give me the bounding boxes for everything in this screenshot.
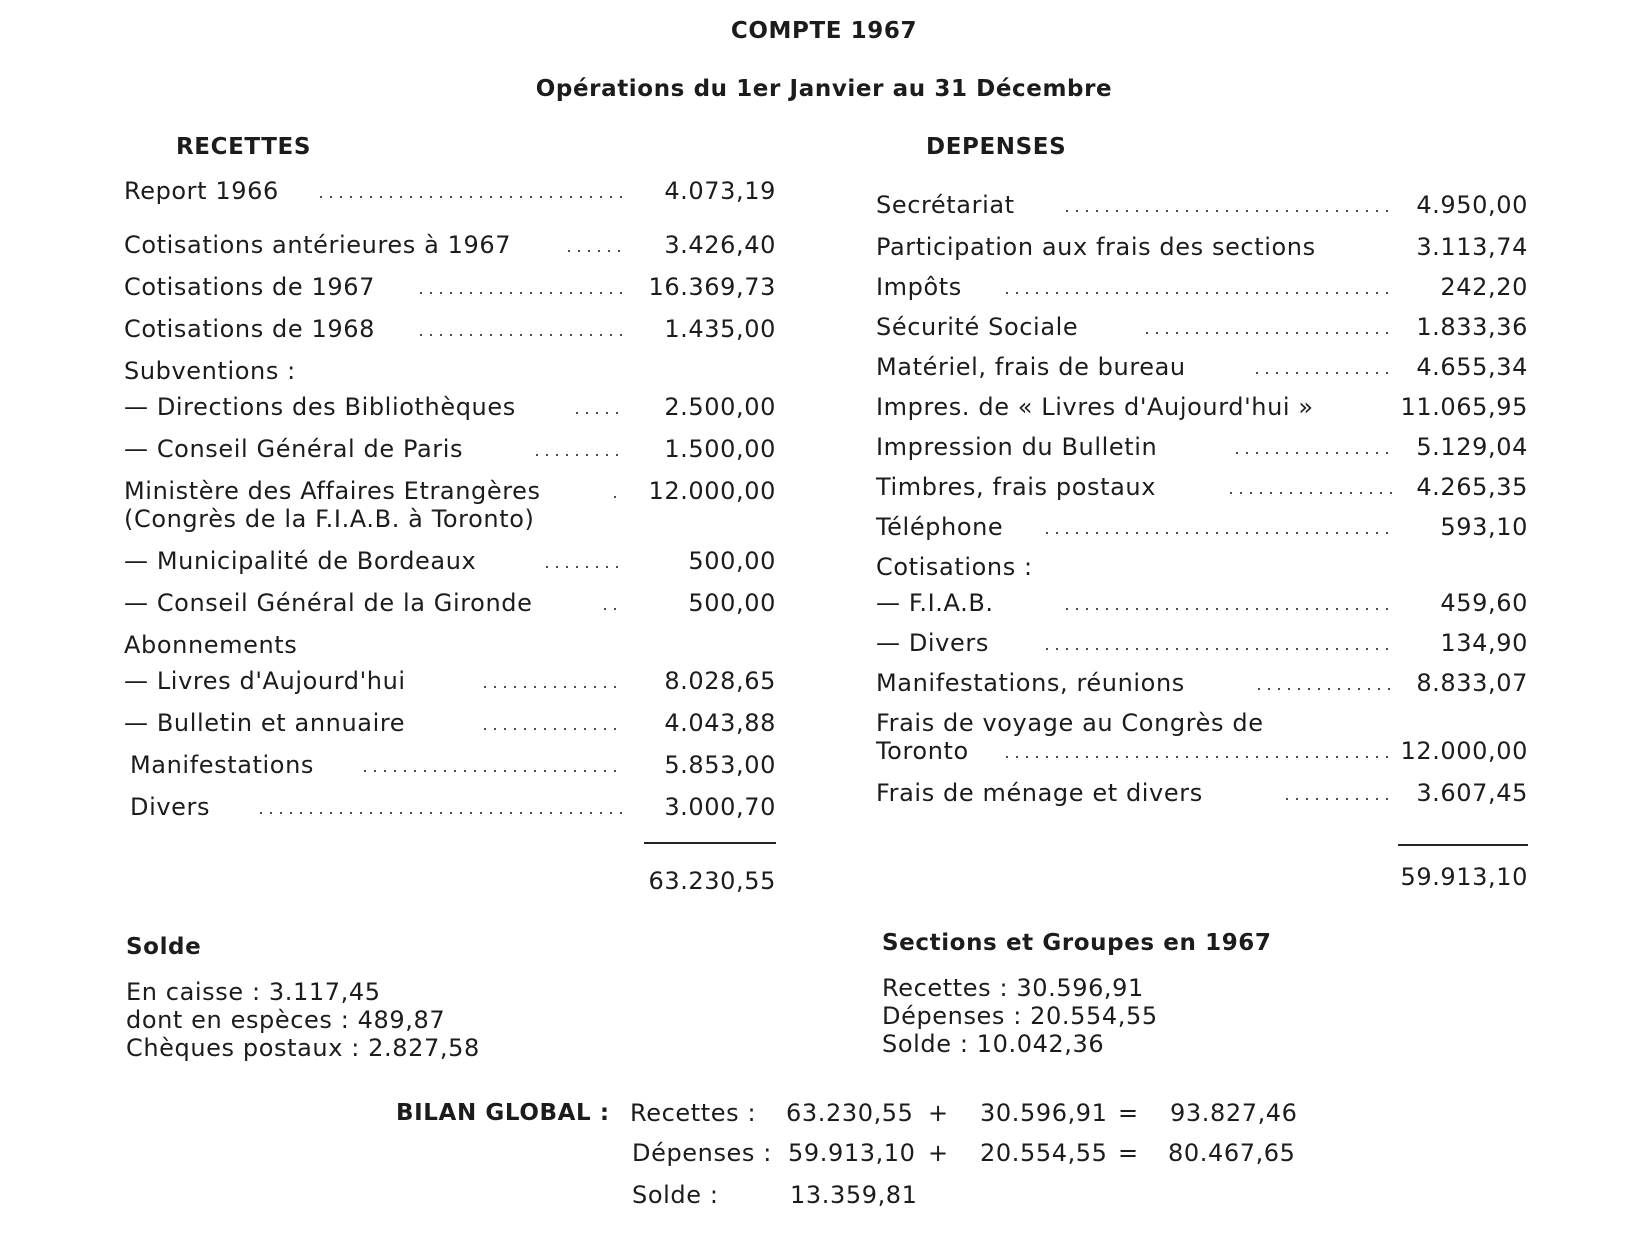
row-amount: 4.950,00 [1416,191,1528,219]
table-row [876,588,1528,618]
table-row [124,176,776,206]
solde-caisse: En caisse : 3.117,45 [126,978,381,1006]
row-label: Matériel, frais de bureau [876,353,1186,381]
row-label: Manifestations [130,751,315,779]
leader-dots [610,496,624,498]
recettes-total: 63.230,55 [648,867,776,895]
bilan-plus: + [928,1099,949,1127]
row-amount: 242,20 [1440,273,1528,301]
row-label: Cotisations : [876,553,1033,581]
leader-dots [600,608,624,610]
bilan-plus: + [928,1139,949,1167]
leader-dots [1282,798,1392,800]
table-row [124,314,776,344]
table-row [124,792,776,822]
sections-recettes: Recettes : 30.596,91 [882,974,1144,1002]
leader-dots [1042,532,1392,534]
row-label: — Bulletin et annuaire [124,709,406,737]
leader-dots [564,250,624,252]
solde-especes: dont en espèces : 489,87 [126,1006,446,1034]
recettes-heading: RECETTES [176,134,311,160]
row-amount: 4.655,34 [1416,353,1528,381]
row-amount: 11.065,95 [1400,393,1528,421]
leader-dots [256,812,624,814]
row-label: Timbres, frais postaux [876,473,1157,501]
row-label: Cotisations de 1967 [124,273,375,301]
table-row [124,392,776,422]
bilan-recettes-label: Recettes : [630,1099,757,1127]
row-label: Frais de ménage et divers [876,779,1203,807]
depenses-table [876,190,1528,910]
row-amount: 16.369,73 [648,273,776,301]
row-label: (Congrès de la F.I.A.B. à Toronto) [124,505,535,533]
table-row [124,504,776,534]
table-row [124,434,776,464]
row-amount: 12.000,00 [648,477,776,505]
table-row [876,512,1528,542]
bilan-recettes-a: 63.230,55 [786,1099,914,1127]
table-row [876,232,1528,262]
row-label: Manifestations, réunions [876,669,1185,697]
leader-dots [1002,292,1392,294]
row-amount: 2.500,00 [664,393,776,421]
page-subtitle: Opérations du 1er Janvier au 31 Décembre [535,76,1113,102]
bilan-solde-label: Solde : [632,1181,719,1209]
table-row [876,778,1528,808]
row-amount: 8.833,07 [1416,669,1528,697]
row-amount: 1.833,36 [1416,313,1528,341]
bilan-equals: = [1118,1139,1139,1167]
sections-solde: Solde : 10.042,36 [882,1030,1105,1058]
row-label: — Directions des Bibliothèques [124,393,516,421]
leader-dots [1002,756,1392,758]
sections-heading: Sections et Groupes en 1967 [882,930,1272,956]
leader-dots [1254,688,1392,690]
table-row [876,552,1528,582]
leader-dots [1232,452,1392,454]
row-amount: 4.073,19 [664,177,776,205]
table-row [124,546,776,576]
row-label: Cotisations antérieures à 1967 [124,231,512,259]
table-row [876,392,1528,422]
leader-dots [1042,648,1392,650]
row-label: — Divers [876,629,989,657]
table-row [124,476,776,506]
bilan-solde-value: 13.359,81 [790,1181,918,1209]
table-row [124,272,776,302]
leader-dots [1226,492,1392,494]
leader-dots [1062,210,1392,212]
table-row [876,352,1528,382]
page-title: COMPTE 1967 [730,18,918,44]
bilan-depenses-b: 20.554,55 [980,1139,1108,1167]
leader-dots [480,686,624,688]
table-row [124,356,776,386]
table-row [876,190,1528,220]
row-label: Divers [130,793,211,821]
row-label: Participation aux frais des sections [876,233,1316,261]
row-label: Secrétariat [876,191,1015,219]
leader-dots [532,454,624,456]
row-amount: 500,00 [688,547,776,575]
sections-depenses: Dépenses : 20.554,55 [882,1002,1158,1030]
row-label: — Livres d'Aujourd'hui [124,667,406,695]
row-amount: 3.000,70 [664,793,776,821]
row-amount: 5.853,00 [664,751,776,779]
table-row [124,588,776,618]
row-label: Frais de voyage au Congrès de [876,709,1264,737]
table-row [876,736,1528,766]
row-label: Ministère des Affaires Etrangères [124,477,541,505]
table-row [124,666,776,696]
table-row [124,708,776,738]
bilan-depenses-a: 59.913,10 [788,1139,916,1167]
table-row [876,432,1528,462]
row-amount: 1.435,00 [664,315,776,343]
bilan-depenses-total: 80.467,65 [1168,1139,1296,1167]
row-amount: 3.426,40 [664,231,776,259]
table-row [876,668,1528,698]
row-label: Impres. de « Livres d'Aujourd'hui » [876,393,1314,421]
total-row [124,866,776,896]
leader-dots [1252,372,1392,374]
leader-dots [542,566,624,568]
table-row [876,628,1528,658]
table-row [124,230,776,260]
solde-heading: Solde [126,934,202,960]
bilan-recettes-total: 93.827,46 [1170,1099,1298,1127]
bilan-depenses-label: Dépenses : [632,1139,772,1167]
table-row [876,272,1528,302]
bilan-equals: = [1118,1099,1139,1127]
row-label: Impression du Bulletin [876,433,1158,461]
recettes-table [124,176,776,916]
solde-cheques: Chèques postaux : 2.827,58 [126,1034,480,1062]
row-label: Téléphone [876,513,1004,541]
row-amount: 134,90 [1440,629,1528,657]
row-amount: 3.607,45 [1416,779,1528,807]
row-label: — Conseil Général de la Gironde [124,589,533,617]
row-label: Abonnements [124,631,298,659]
row-label: Impôts [876,273,962,301]
leader-dots [480,728,624,730]
row-label: Toronto [876,737,969,765]
total-rule [644,842,776,844]
table-row [124,750,776,780]
row-amount: 459,60 [1440,589,1528,617]
row-amount: 5.129,04 [1416,433,1528,461]
leader-dots [572,412,624,414]
row-label: — F.I.A.B. [876,589,994,617]
table-row [876,472,1528,502]
depenses-total: 59.913,10 [1400,863,1528,891]
row-label: Subventions : [124,357,296,385]
depenses-heading: DEPENSES [926,134,1067,160]
row-amount: 4.043,88 [664,709,776,737]
row-label: Cotisations de 1968 [124,315,375,343]
leader-dots [416,334,624,336]
row-amount: 500,00 [688,589,776,617]
row-amount: 8.028,65 [664,667,776,695]
table-row [124,630,776,660]
row-amount: 12.000,00 [1400,737,1528,765]
bilan-recettes-b: 30.596,91 [980,1099,1108,1127]
total-rule [1398,844,1528,846]
leader-dots [416,292,624,294]
row-amount: 3.113,74 [1416,233,1528,261]
row-label: — Municipalité de Bordeaux [124,547,477,575]
row-label: — Conseil Général de Paris [124,435,464,463]
row-amount: 4.265,35 [1416,473,1528,501]
row-label: Report 1966 [124,177,279,205]
leader-dots [1142,332,1392,334]
leader-dots [360,770,624,772]
row-amount: 1.500,00 [664,435,776,463]
row-label: Sécurité Sociale [876,313,1079,341]
total-row [876,862,1528,892]
table-row [876,708,1528,738]
row-amount: 593,10 [1440,513,1528,541]
bilan-heading: BILAN GLOBAL : [396,1100,610,1126]
table-row [876,312,1528,342]
leader-dots [316,196,624,198]
leader-dots [1062,608,1392,610]
